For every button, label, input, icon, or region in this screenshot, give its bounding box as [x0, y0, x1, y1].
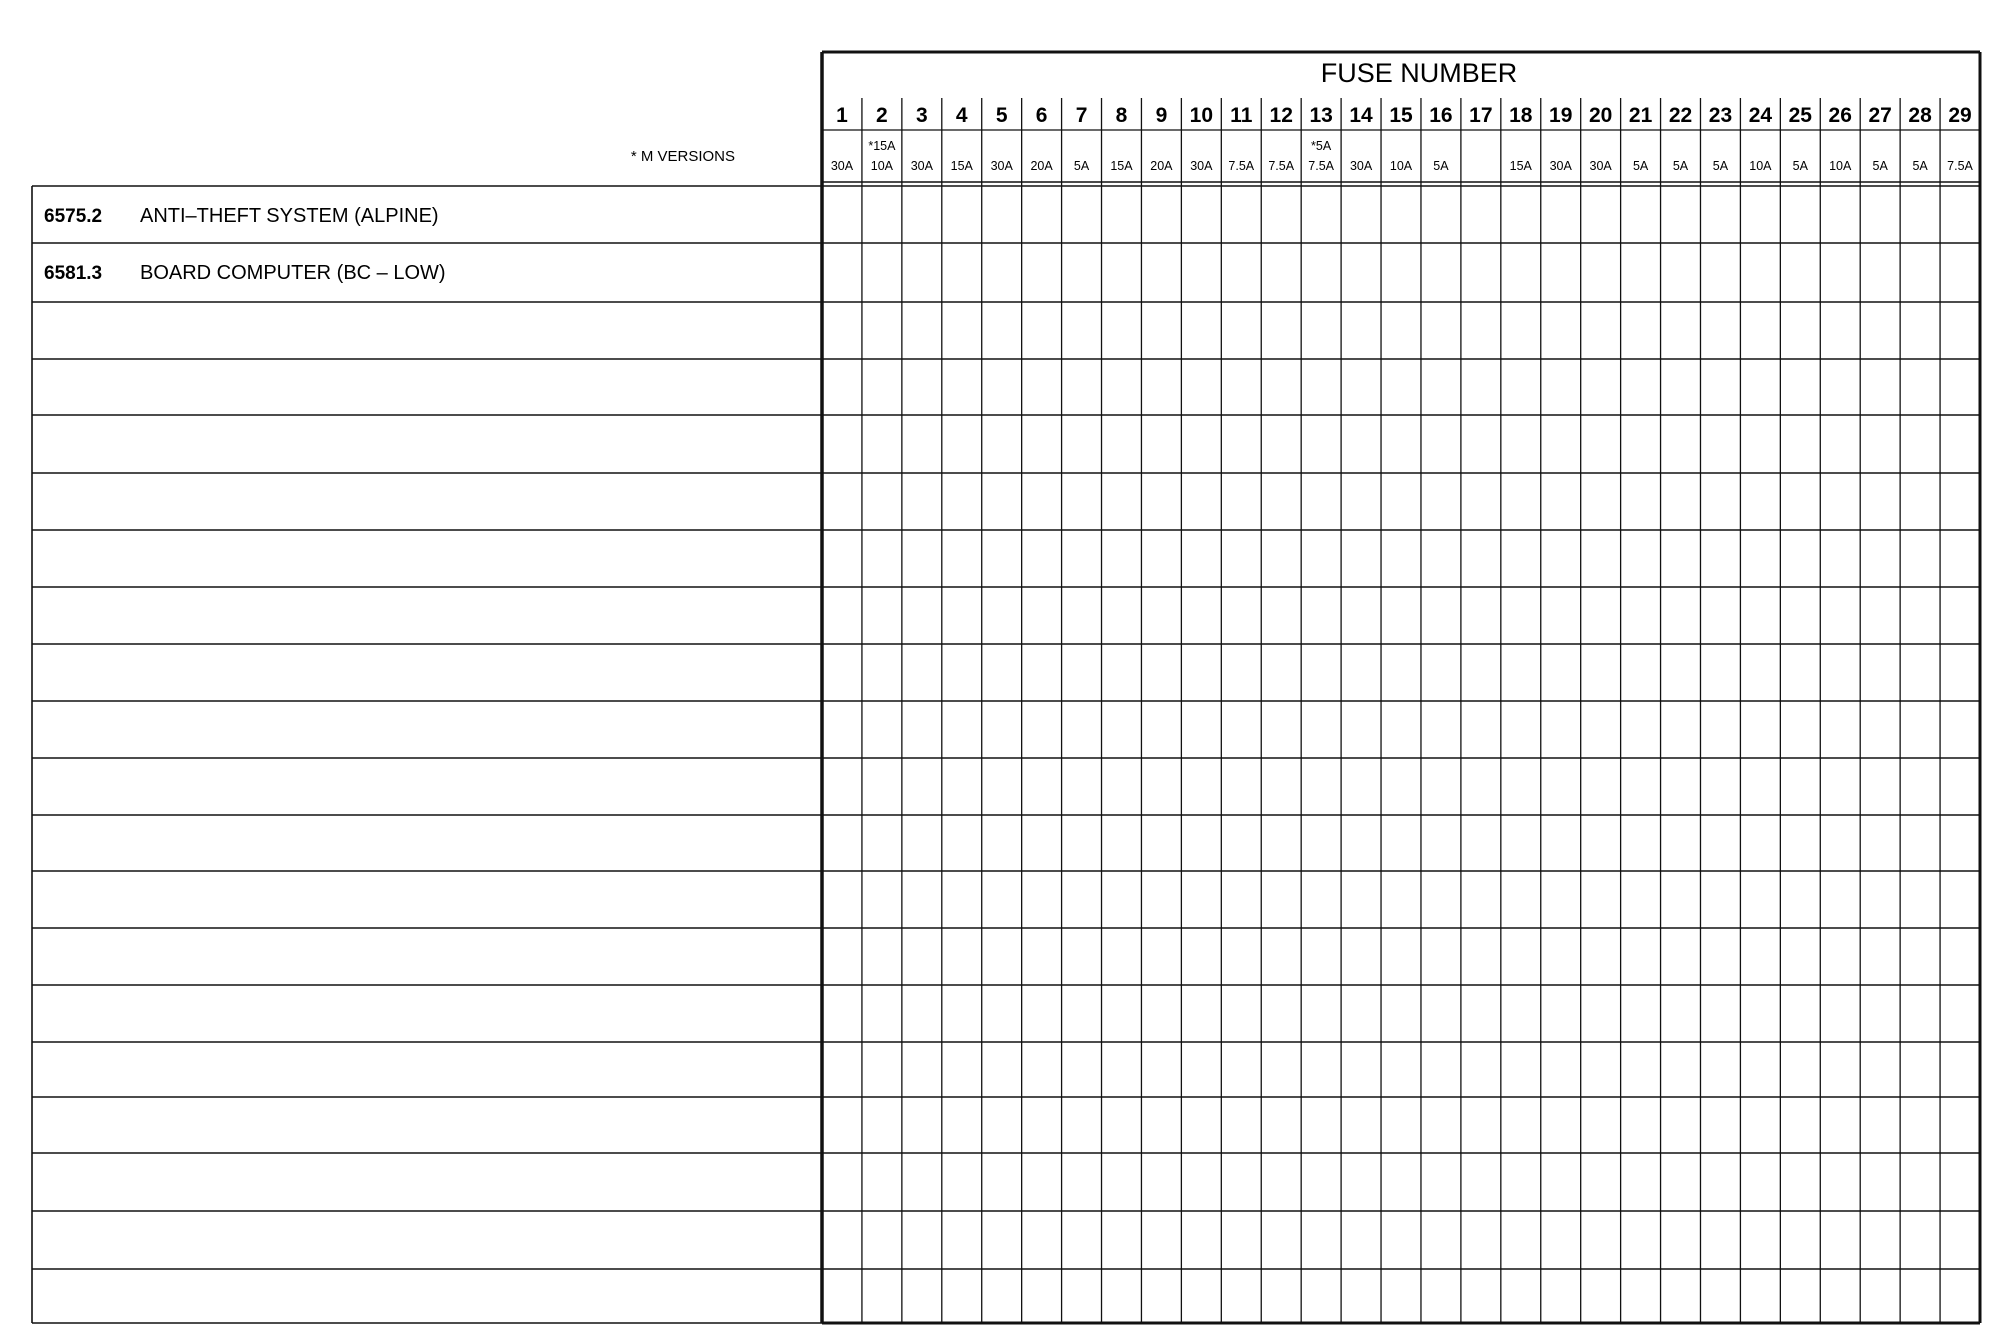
fuse-rating-label: 10A [1749, 159, 1772, 173]
fuse-number-label: 15 [1389, 104, 1413, 127]
fuse-rating-label: 5A [1433, 159, 1449, 173]
fuse-number-label: 4 [955, 104, 968, 127]
fuse-rating-label: 5A [1872, 159, 1888, 173]
fuse-number-label: 1 [836, 104, 848, 127]
fuse-number-label: 25 [1788, 104, 1812, 127]
fuse-number-label: 23 [1708, 104, 1733, 127]
fuse-rating-label: 30A [1589, 159, 1612, 173]
fuse-rating-label: 7.5A [1268, 159, 1295, 173]
fuse-number-label: 21 [1628, 104, 1653, 127]
system-code: 6575.2 [44, 206, 103, 227]
fuse-number-label: 16 [1429, 104, 1453, 127]
fuse-number-label: 13 [1309, 104, 1333, 127]
fuse-number-label: 22 [1668, 104, 1693, 127]
fuse-number-label: 17 [1469, 104, 1493, 127]
fuse-rating-label: 5A [1912, 159, 1928, 173]
fuse-rating-label: 10A [1829, 159, 1852, 173]
fuse-number-label: 5 [995, 104, 1008, 127]
fuse-rating-label: 10A [870, 159, 894, 173]
fuse-number-label: 9 [1155, 104, 1168, 127]
grid-lines [32, 52, 1980, 1323]
fuse-number-label: 3 [915, 104, 928, 127]
fuse-number-label: 6 [1035, 104, 1048, 127]
fuse-number-label: 29 [1948, 104, 1972, 127]
fuse-rating-label: 7.5A [1228, 159, 1255, 173]
fuse-number-label: 7 [1075, 104, 1088, 127]
fuse-number-label: 26 [1828, 104, 1852, 127]
fuse-number-label: 20 [1588, 104, 1613, 127]
fuse-number-label: 14 [1349, 104, 1373, 127]
fuse-rating-label: 30A [1349, 159, 1373, 173]
fuse-rating-label: 15A [950, 159, 973, 173]
fuse-number-label: 11 [1230, 104, 1253, 127]
fuse-rating-label: 15A [1110, 159, 1133, 173]
fuse-number-label: 24 [1748, 104, 1773, 127]
fuse-number-label: 19 [1549, 104, 1573, 127]
fuse-number-label: 28 [1908, 104, 1932, 127]
fuse-rating-label: 5A [1073, 159, 1090, 173]
fuse-rating-label: 30A [1549, 159, 1572, 173]
fuse-rating-label: 15A [1509, 159, 1532, 173]
fuse-number-label: 10 [1189, 104, 1214, 127]
fuse-rating-label: 20A [1030, 159, 1053, 173]
fuse-number-label: 27 [1868, 104, 1892, 127]
fuse-rating-label: 30A [910, 159, 933, 173]
system-code: 6581.3 [44, 263, 103, 284]
fuse-rating-label: 7.5A [1947, 159, 1973, 173]
fuse-alt-rating-label: *5A [1311, 139, 1332, 153]
fuse-number-label: 12 [1269, 104, 1293, 127]
fuse-rating-label: 5A [1712, 159, 1729, 173]
fuse-number-label: 2 [876, 104, 888, 127]
fuse-rating-label: 20A [1150, 159, 1173, 173]
fuse-alt-rating-label: *15A [868, 139, 896, 153]
fuse-number-label: 8 [1115, 104, 1128, 127]
fuse-rating-label: 5A [1672, 159, 1689, 173]
fuse-rating-label: 30A [830, 159, 854, 173]
system-name: BOARD COMPUTER (BC – LOW) [140, 262, 446, 284]
fuse-number-title: FUSE NUMBER [1320, 58, 1518, 88]
system-name: ANTI–THEFT SYSTEM (ALPINE) [140, 205, 439, 227]
grid-text [44, 58, 1974, 284]
fuse-rating-label: 5A [1792, 159, 1808, 173]
fuse-rating-label: 10A [1389, 159, 1413, 173]
m-versions-note: * M VERSIONS [630, 148, 735, 165]
fuse-rating-label: 5A [1632, 159, 1649, 173]
fuse-rating-label: 7.5A [1308, 159, 1334, 173]
fuse-rating-label: 30A [990, 159, 1013, 173]
fuse-rating-label: 30A [1190, 159, 1213, 173]
fuse-number-label: 18 [1509, 104, 1533, 127]
